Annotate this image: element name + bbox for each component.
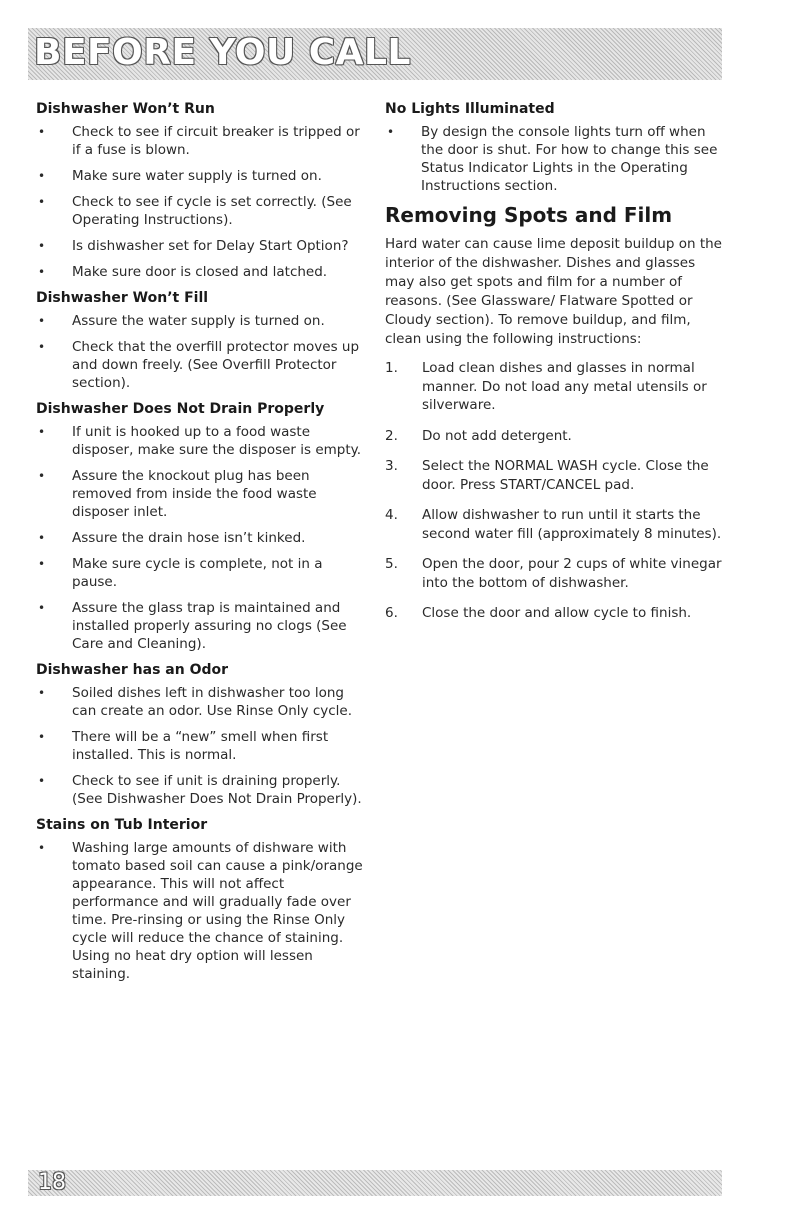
bullet-list: [36, 312, 366, 392]
step-item: [385, 506, 725, 543]
list-item: • Soiled dishes left in dishwasher too long can create an odor. Use Rinse Only cycle.: [36, 684, 366, 720]
step-item: [385, 427, 725, 446]
section-heading: Dishwasher Does Not Drain Properly: [36, 401, 325, 417]
intro-paragraph: Hard water can cause lime deposit buildup on the interior of the dishwasher. Dishes and glasses may also get spots and film for a number of reasons. (See Glassware/ Flatware Spotted or Cloudy section). To remove buildup, and film, clean using the following instructions:: [385, 236, 722, 347]
list-item: • Check to see if cycle is set correctly. (See Operating Instructions).: [36, 193, 366, 229]
list-item: • If unit is hooked up to a food waste disposer, make sure the disposer is empty.: [36, 423, 366, 459]
list-item: • Check that the overfill protector moves up and down freely. (See Overfill Protector section).: [36, 338, 366, 392]
section-dishwasher-wont-run: [36, 100, 366, 281]
section-heading: Dishwasher has an Odor: [36, 662, 229, 678]
list-item: • Assure the water supply is turned on.: [36, 312, 366, 330]
step-text: Open the door, pour 2 cups of white vinegar into the bottom of dishwasher.: [422, 556, 722, 591]
list-item: • By design the console lights turn off when the door is shut. For how to change this see Status Indicator Lights in the Operating Instructions section.: [385, 123, 725, 195]
step-text: Close the door and allow cycle to finish.: [422, 605, 692, 621]
bullet-list: [36, 123, 366, 281]
bullet-list: [36, 839, 366, 983]
right-column: [385, 100, 725, 635]
bullet-list: [36, 423, 366, 653]
section-main-heading: Removing Spots and Film: [385, 203, 673, 227]
list-item: • There will be a “new” smell when first installed. This is normal.: [36, 728, 366, 764]
step-item: [385, 555, 725, 592]
section-heading: Dishwasher Won’t Run: [36, 101, 215, 117]
step-number: 5.: [385, 556, 398, 572]
step-item: [385, 359, 725, 415]
list-item: • Make sure door is closed and latched.: [36, 263, 366, 281]
section-removing-spots: [385, 203, 725, 623]
list-item: • Is dishwasher set for Delay Start Option?: [36, 237, 366, 255]
list-item: • Washing large amounts of dishware with tomato based soil can cause a pink/orange appearance. This will not affect performance and will gradually fade over time. Pre-rinsing or using the Rinse Only cycle will reduce the chance of staining. Using no heat dry option will lessen staining.: [36, 839, 366, 983]
section-heading: Dishwasher Won’t Fill: [36, 290, 209, 306]
numbered-steps: [385, 359, 725, 623]
section-no-lights: [385, 100, 725, 195]
section-heading: No Lights Illuminated: [385, 101, 555, 117]
step-text: Select the NORMAL WASH cycle. Close the door. Press START/CANCEL pad.: [422, 458, 709, 493]
list-item: • Assure the glass trap is maintained and installed properly assuring no clogs (See Care and Cleaning).: [36, 599, 366, 653]
section-does-not-drain: [36, 400, 366, 653]
list-item: • Assure the knockout plug has been removed from inside the food waste disposer inlet.: [36, 467, 366, 521]
step-text: Do not add detergent.: [422, 427, 572, 444]
list-item: • Make sure cycle is complete, not in a pause.: [36, 555, 366, 591]
step-text: Allow dishwasher to run until it starts the second water fill (approximately 8 minutes).: [422, 507, 722, 542]
section-odor: [36, 661, 366, 808]
page-number: 18: [38, 1170, 66, 1195]
header-banner: [28, 28, 722, 80]
step-text: Load clean dishes and glasses in normal manner. Do not load any metal utensils or silverware.: [422, 360, 707, 413]
left-column: [36, 100, 366, 991]
section-heading: Stains on Tub Interior: [36, 817, 208, 833]
step-item: [385, 457, 725, 494]
list-item: • Assure the drain hose isn’t kinked.: [36, 529, 366, 547]
page-title: BEFORE YOU CALL: [34, 32, 411, 73]
list-item: • Check to see if circuit breaker is tripped or if a fuse is blown.: [36, 123, 366, 159]
step-number: 3.: [385, 458, 398, 474]
section-stains-on-tub: [36, 816, 366, 983]
step-number: 1.: [385, 360, 398, 376]
bullet-list: [385, 123, 725, 195]
footer-bar: [28, 1170, 722, 1196]
list-item: • Make sure water supply is turned on.: [36, 167, 366, 185]
step-number: 2.: [385, 427, 398, 444]
step-number: 6.: [385, 605, 398, 621]
list-item: • Check to see if unit is draining properly. (See Dishwasher Does Not Drain Properly).: [36, 772, 366, 808]
bullet-list: [36, 684, 366, 808]
step-number: 4.: [385, 507, 398, 523]
section-dishwasher-wont-fill: [36, 289, 366, 392]
step-item: [385, 604, 725, 623]
